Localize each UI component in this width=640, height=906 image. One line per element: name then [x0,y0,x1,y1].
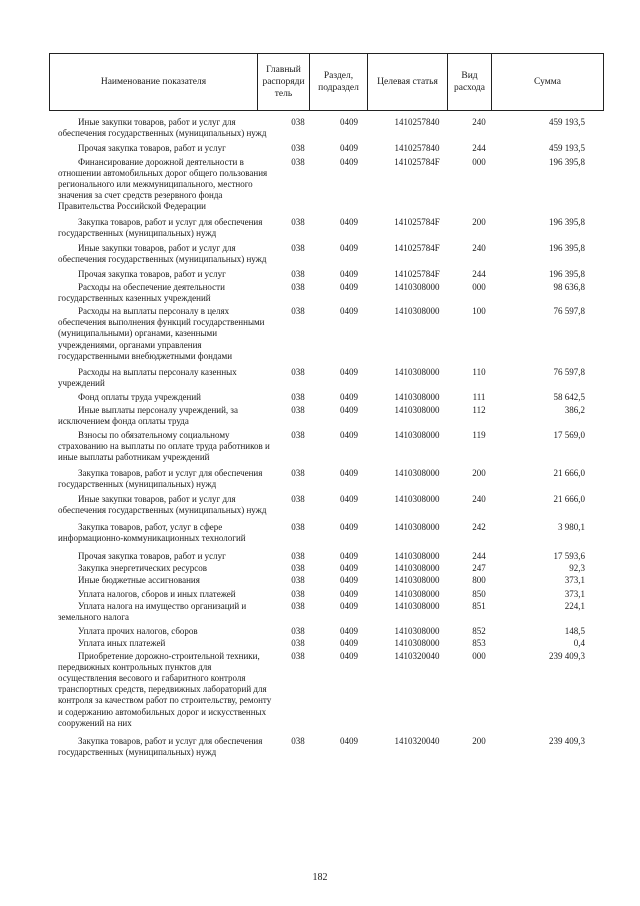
row-celevaya: 141025784F [394,243,440,254]
row-vid: 110 [472,367,486,378]
row-vid: 240 [472,117,486,127]
row-vid: 240 [472,494,486,505]
row-summa: 386,2 [564,404,585,415]
row-summa: 21 666,0 [553,494,585,505]
row-name: Расходы на обеспечение деятельности государственных казенных учреждений [58,281,225,303]
row-summa: 21 666,0 [553,467,585,478]
row-vid: 244 [472,269,486,280]
table-row [0,269,640,280]
row-summa: 58 642,5 [553,392,585,403]
row-name: Уплата налогов, сборов и иных платежей [78,588,236,599]
table-row [0,157,640,213]
row-razdel: 0409 [340,404,358,415]
header-name: Наименование показателя [50,54,258,111]
row-razdel: 0409 [340,550,358,561]
row-vid: 112 [472,404,486,415]
row-glav: 038 [291,392,305,403]
row-razdel: 0409 [340,430,358,441]
row-glav: 038 [291,600,305,611]
row-celevaya: 1410308000 [394,306,440,317]
row-summa: 196 395,8 [549,216,585,227]
row-glav: 038 [291,650,305,661]
row-glav: 038 [291,117,305,127]
header-summa: Сумма [492,54,604,111]
row-name: Фонд оплаты труда учреждений [78,392,201,403]
row-summa: 98 636,8 [553,281,585,292]
row-razdel: 0409 [340,156,358,167]
row-celevaya: 1410308000 [394,392,440,403]
row-vid: 200 [472,467,486,478]
row-summa: 76 597,8 [553,306,585,317]
table-row [0,736,640,758]
row-razdel: 0409 [340,269,358,280]
row-name: Приобретение дорожно-строительной техники, передвижных контрольных пунктов для осуществления весового и габаритного контроля транспортных средств, передвижных лабораторий для контроля за качеством работ по строительству, ремонту и содержанию автомобильных дорог и искусственных сооружений на них [58,650,272,728]
row-glav: 038 [291,269,305,280]
row-glav: 038 [291,626,305,637]
row-glav: 038 [291,143,305,154]
table-row [0,626,640,637]
row-celevaya: 1410308000 [394,367,440,378]
row-summa: 373,1 [564,588,585,599]
row-razdel: 0409 [340,626,358,637]
row-celevaya: 1410308000 [394,281,440,292]
row-celevaya: 1410308000 [394,494,440,505]
row-summa: 17 569,0 [553,430,585,441]
row-vid: 119 [472,430,486,441]
table-row [0,575,640,586]
row-glav: 038 [291,521,305,532]
row-celevaya: 1410308000 [394,626,440,637]
row-glav: 038 [291,638,305,649]
row-vid: 242 [472,521,486,532]
row-name: Закупка товаров, работ и услуг для обеспечения государственных (муниципальных) нужд [58,467,263,489]
row-glav: 038 [291,494,305,505]
row-celevaya: 141025784F [394,269,440,280]
row-glav: 038 [291,550,305,561]
row-name: Расходы на выплаты персоналу в целях обеспечения выполнения функций государственными (муниципальными) органами, казенными учреждениями, органами управления государственными внебюджетными фондами [58,306,265,361]
table-row [0,243,640,265]
row-celevaya: 1410308000 [394,521,440,532]
row-vid: 851 [472,600,486,611]
row-glav: 038 [291,216,305,227]
row-razdel: 0409 [340,281,358,292]
row-celevaya: 1410308000 [394,563,440,574]
row-razdel: 0409 [340,638,358,649]
row-celevaya: 141025784F [394,216,440,227]
row-name: Уплата прочих налогов, сборов [78,626,198,637]
row-summa: 239 409,3 [549,735,585,746]
row-name: Закупка энергетических ресурсов [78,563,208,574]
row-vid: 111 [472,392,486,403]
row-vid: 850 [472,588,486,599]
row-name: Иные выплаты персоналу учреждений, за исключением фонда оплаты труда [58,404,238,426]
row-name: Закупка товаров, работ и услуг для обеспечения государственных (муниципальных) нужд [58,735,263,758]
row-summa: 196 395,8 [549,156,585,167]
row-razdel: 0409 [340,521,358,532]
row-celevaya: 1410308000 [394,600,440,611]
row-razdel: 0409 [340,467,358,478]
row-summa: 459 193,5 [549,117,585,127]
row-vid: 200 [472,216,486,227]
row-summa: 224,1 [564,600,585,611]
row-summa: 196 395,8 [549,269,585,280]
table-row [0,306,640,362]
row-glav: 038 [291,588,305,599]
row-summa: 17 593,6 [553,550,585,561]
table-row [0,217,640,239]
table-row [0,494,640,516]
row-glav: 038 [291,467,305,478]
table-body [0,117,640,758]
row-name: Иные закупки товаров, работ и услуг для обеспечения государственных (муниципальных) нужд [58,494,267,516]
row-razdel: 0409 [340,367,358,378]
row-vid: 000 [472,156,486,167]
row-name: Уплата иных платежей [78,638,166,649]
row-name: Иные закупки товаров, работ и услуг для обеспечения государственных (муниципальных) нужд [58,243,267,265]
row-summa: 373,1 [564,575,585,586]
row-razdel: 0409 [340,143,358,154]
row-vid: 200 [472,735,486,746]
header-glav: Главный распоряди тель [258,54,310,111]
row-glav: 038 [291,575,305,586]
row-glav: 038 [291,243,305,254]
row-razdel: 0409 [340,117,358,127]
row-razdel: 0409 [340,306,358,317]
row-name: Взносы по обязательному социальному страхованию на выплаты по оплате труда работников и иные выплаты работникам учреждений [58,430,270,463]
row-celevaya: 1410308000 [394,404,440,415]
table-row [0,405,640,427]
row-razdel: 0409 [340,494,358,505]
row-celevaya: 1410257840 [394,143,440,154]
row-razdel: 0409 [340,563,358,574]
row-celevaya: 1410308000 [394,467,440,478]
table-row [0,282,640,304]
row-razdel: 0409 [340,650,358,661]
row-razdel: 0409 [340,600,358,611]
row-summa: 76 597,8 [553,367,585,378]
row-celevaya: 1410308000 [394,430,440,441]
table-row [0,392,640,403]
row-vid: 240 [472,243,486,254]
row-celevaya: 1410308000 [394,550,440,561]
row-summa: 196 395,8 [549,243,585,254]
row-razdel: 0409 [340,588,358,599]
row-celevaya: 1410257840 [394,117,440,127]
table-header [49,53,604,111]
row-glav: 038 [291,367,305,378]
row-name: Закупка товаров, работ, услуг в сфере информационно-коммуникационных технологий [58,521,246,543]
row-name: Иные бюджетные ассигнования [78,575,200,586]
row-name: Прочая закупка товаров, работ и услуг [78,550,226,561]
row-glav: 038 [291,735,305,746]
row-summa: 239 409,3 [549,650,585,661]
row-glav: 038 [291,156,305,167]
table-row [0,551,640,562]
row-vid: 247 [472,563,486,574]
row-name: Уплата налога на имущество организаций и земельного налога [58,600,247,622]
row-razdel: 0409 [340,216,358,227]
row-razdel: 0409 [340,392,358,403]
row-celevaya: 1410308000 [394,638,440,649]
row-glav: 038 [291,281,305,292]
row-razdel: 0409 [340,575,358,586]
table-row [0,563,640,574]
row-celevaya: 141025784F [394,156,440,167]
table-row [0,468,640,490]
table-row [0,601,640,623]
table-row [0,638,640,649]
table-row [0,143,640,154]
row-vid: 244 [472,143,486,154]
row-name: Закупка товаров, работ и услуг для обеспечения государственных (муниципальных) нужд [58,216,263,238]
row-summa: 0,4 [573,638,585,649]
row-summa: 92,3 [569,563,585,574]
row-razdel: 0409 [340,735,358,746]
row-glav: 038 [291,306,305,317]
row-vid: 853 [472,638,486,649]
row-vid: 100 [472,306,486,317]
table-row [0,367,640,389]
row-glav: 038 [291,404,305,415]
header-razdel: Раздел, подраздел [310,54,368,111]
table-row [0,430,640,464]
row-celevaya: 1410320040 [394,650,440,661]
row-celevaya: 1410308000 [394,575,440,586]
row-glav: 038 [291,563,305,574]
row-name: Иные закупки товаров, работ и услуг для обеспечения государственных (муниципальных) нужд [58,117,267,139]
row-summa: 459 193,5 [549,143,585,154]
header-vid: Вид расхода [448,54,492,111]
table-row [0,522,640,544]
header-celevaya: Целевая статья [368,54,448,111]
row-vid: 000 [472,281,486,292]
row-name: Финансирование дорожной деятельности в отношении автомобильных дорог общего пользования регионального или межмуниципального, местного значения за счет средств резервного фонда Правительства Российской Федерации [58,156,268,212]
row-vid: 000 [472,650,486,661]
row-name: Прочая закупка товаров, работ и услуг [78,143,226,154]
row-celevaya: 1410308000 [394,588,440,599]
row-razdel: 0409 [340,243,358,254]
row-vid: 852 [472,626,486,637]
row-vid: 800 [472,575,486,586]
row-name: Расходы на выплаты персоналу казенных учреждений [58,367,237,389]
row-glav: 038 [291,430,305,441]
row-vid: 244 [472,550,486,561]
row-name: Прочая закупка товаров, работ и услуг [78,269,226,280]
row-celevaya: 1410320040 [394,735,440,746]
row-summa: 148,5 [564,626,585,637]
table-row [0,589,640,600]
page-number: 182 [312,872,328,883]
row-summa: 3 980,1 [558,521,585,532]
table-row [0,651,640,729]
table-row [0,117,640,139]
